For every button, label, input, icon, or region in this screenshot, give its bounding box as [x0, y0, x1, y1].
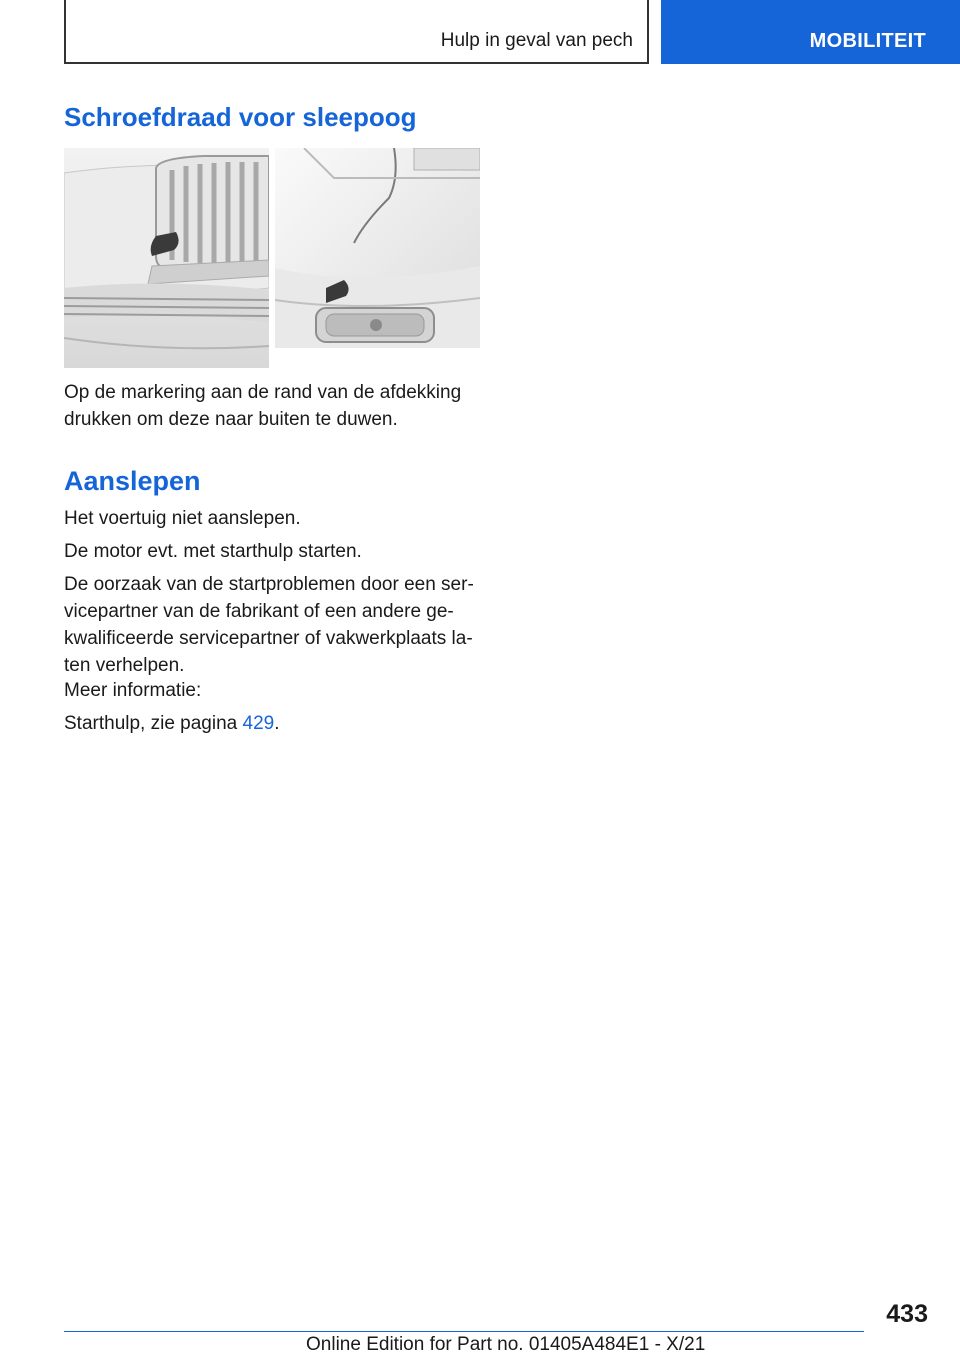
running-header-box: [64, 0, 649, 64]
tow-eye-cover-illustration: [64, 148, 480, 368]
towing-paragraph-2: De motor evt. met starthulp starten.: [64, 541, 362, 562]
footer-divider: [64, 1331, 864, 1332]
section-heading-tow-eye-thread: Schroefdraad voor sleepoog: [64, 102, 417, 132]
towing-paragraph-3: De oorzaak van de startproblemen door een ser-vicepartner van de fabrikant of een andere ge-kwalificeerde servicepartner of vakwerkplaats la-ten verhelpen.: [64, 574, 474, 676]
reference-text: Starthulp, zie pagina: [64, 713, 243, 734]
section-title: Hulp in geval van pech: [440, 30, 633, 51]
chapter-tab[interactable]: [661, 0, 960, 64]
tow-eye-instruction: Op de markering aan de rand van de afdekking drukken om deze naar buiten te duwen.: [64, 382, 462, 430]
section-heading-towing: Aanslepen: [64, 466, 201, 496]
reference-suffix: .: [274, 713, 280, 734]
towing-paragraph-1: Het voertuig niet aanslepen.: [64, 508, 301, 529]
chapter-tab-label: MOBILITEIT: [809, 30, 926, 52]
bumper-photo-icon: [64, 148, 480, 368]
page-link-429[interactable]: 429: [242, 713, 275, 734]
towing-paragraph-4: Meer informatie:: [64, 680, 202, 701]
edition-footer: Online Edition for Part no. 01405A484E1 - X/21: [306, 1334, 706, 1355]
page-number: 433: [886, 1300, 928, 1328]
starthulp-reference: [64, 710, 480, 737]
